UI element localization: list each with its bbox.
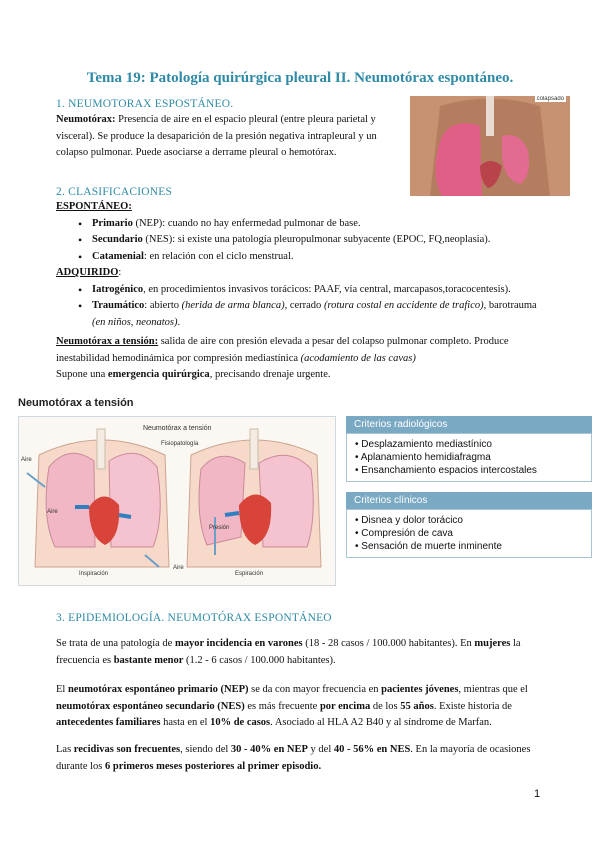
radiologic-criteria-box bbox=[346, 416, 592, 482]
inspiracion-label: Inspiración bbox=[79, 571, 109, 577]
epidemiology-paragraph-1: Se trata de una patología de mayor incidencia en varones (18 - 28 casos / 100.000 habitantes). En mujeres la frecuencia es bastante menor (1.2 - 6 casos / 100.000 habitantes). bbox=[56, 638, 521, 666]
espiracion-label: Espiración bbox=[235, 571, 264, 577]
section-1-paragraph bbox=[56, 112, 398, 162]
list-item: • Ensanchamiento espacios intercostales bbox=[355, 464, 583, 477]
figure-caption: Neumotórax a tensión bbox=[143, 425, 212, 432]
list-item: • Desplazamiento mediastínico bbox=[355, 438, 583, 451]
espontaneo-list bbox=[78, 216, 546, 266]
list-item: • Catamenial: en relación con el ciclo menstrual. bbox=[78, 249, 546, 266]
tension-term: Neumotórax a tensión: bbox=[56, 336, 159, 347]
section-1-heading: 1. NEUMOTORAX ESPOSTÁNEO. bbox=[56, 98, 234, 110]
tension-paragraph: Neumotórax a tensión: salida de aire con presión elevada a pesar del colapso pulmonar completo. Produce inestabilidad hemodinámica por compresión mediastínica (acodamiento de las cavas) Supone una emergencia quirúrgica, precisando drenaje urgente. bbox=[56, 336, 509, 380]
clinical-criteria-box bbox=[346, 492, 592, 558]
presion-label: Presión bbox=[209, 525, 230, 531]
figure-heading: Neumotórax a tensión bbox=[18, 397, 134, 409]
adquirido-label: ADQUIRIDO bbox=[56, 267, 119, 278]
tension-pneumothorax-figure bbox=[18, 416, 336, 586]
adquirido-heading: ADQUIRIDO: bbox=[56, 267, 122, 278]
collapsed-lung-illustration bbox=[410, 96, 570, 196]
list-item: • Iatrogénico, en procedimientos invasivos torácicos: PAAF, vía central, marcapasos,toracocentesis). bbox=[78, 282, 546, 299]
clinical-criteria-list bbox=[346, 509, 592, 558]
fisiopatologia-label: Fisiopatología bbox=[161, 441, 199, 447]
section-2-heading: 2. CLASIFICACIONES bbox=[56, 186, 173, 198]
radiologic-criteria-list bbox=[346, 433, 592, 482]
list-item: • Compresión de cava bbox=[355, 527, 583, 540]
page-number: 1 bbox=[534, 788, 541, 800]
espontaneo-label: ESPONTÁNEO: bbox=[56, 201, 132, 212]
clinical-criteria-title: Criterios clínicos bbox=[346, 492, 592, 509]
epidemiology-paragraph-3: Las recidivas son frecuentes, siendo del 30 - 40% en NEP y del 40 - 56% en NES. En la mayoría de ocasiones durante los 6 primeros meses posteriores al primer episodio. bbox=[56, 744, 531, 772]
aire-label-right: Aire bbox=[173, 565, 184, 571]
neumotorax-term: Neumotórax: bbox=[56, 114, 116, 125]
page-title: Tema 19: Patología quirúrgica pleural II. Neumotórax espontáneo. bbox=[86, 70, 514, 86]
section-3-heading: 3. EPIDEMIOLOGÍA. NEUMOTÓRAX ESPONTÁNEO bbox=[56, 612, 332, 624]
list-item: • Secundario (NES): si existe una patología pleuropulmonar subyacente (EPOC, FQ,neoplasia). bbox=[78, 232, 546, 249]
list-item: • Disnea y dolor torácico bbox=[355, 514, 583, 527]
neumotorax-definition: Presencia de aire en el espacio pleural (entre pleura parietal y visceral). Se produce la desaparición de la presión negativa intrapleural y un colapso pulmonar. Puede asociarse a derrame pleural o hemotórax. bbox=[56, 114, 377, 158]
aire-label-left: Aire bbox=[21, 457, 32, 463]
epidemiology-paragraph-2: El neumotórax espontáneo primario (NEP) se da con mayor frecuencia en pacientes jóvenes, mientras que el neumotórax espontáneo secundario (NES) es más frecuente por encima de los 55 años. Existe historia de antecedentes familiares hasta en el 10% de casos. Asociado al HLA A2 B40 y al síndrome de Marfan. bbox=[56, 684, 528, 728]
list-item: • Traumático: abierto (herida de arma blanca), cerrado (rotura costal en accidente de trafico), barotrauma (en niños, neonatos). bbox=[78, 298, 546, 331]
list-item: • Aplanamiento hemidiafragma bbox=[355, 451, 583, 464]
image-label: colapsado bbox=[536, 96, 564, 102]
adquirido-list bbox=[78, 282, 546, 332]
list-item: • Sensación de muerte inminente bbox=[355, 540, 583, 553]
radiologic-criteria-title: Criterios radiológicos bbox=[346, 416, 592, 433]
aire-label-inner: Aire bbox=[47, 509, 58, 515]
list-item: • Primario (NEP): cuando no hay enfermedad pulmonar de base. bbox=[78, 216, 546, 233]
classification-block bbox=[56, 199, 546, 331]
